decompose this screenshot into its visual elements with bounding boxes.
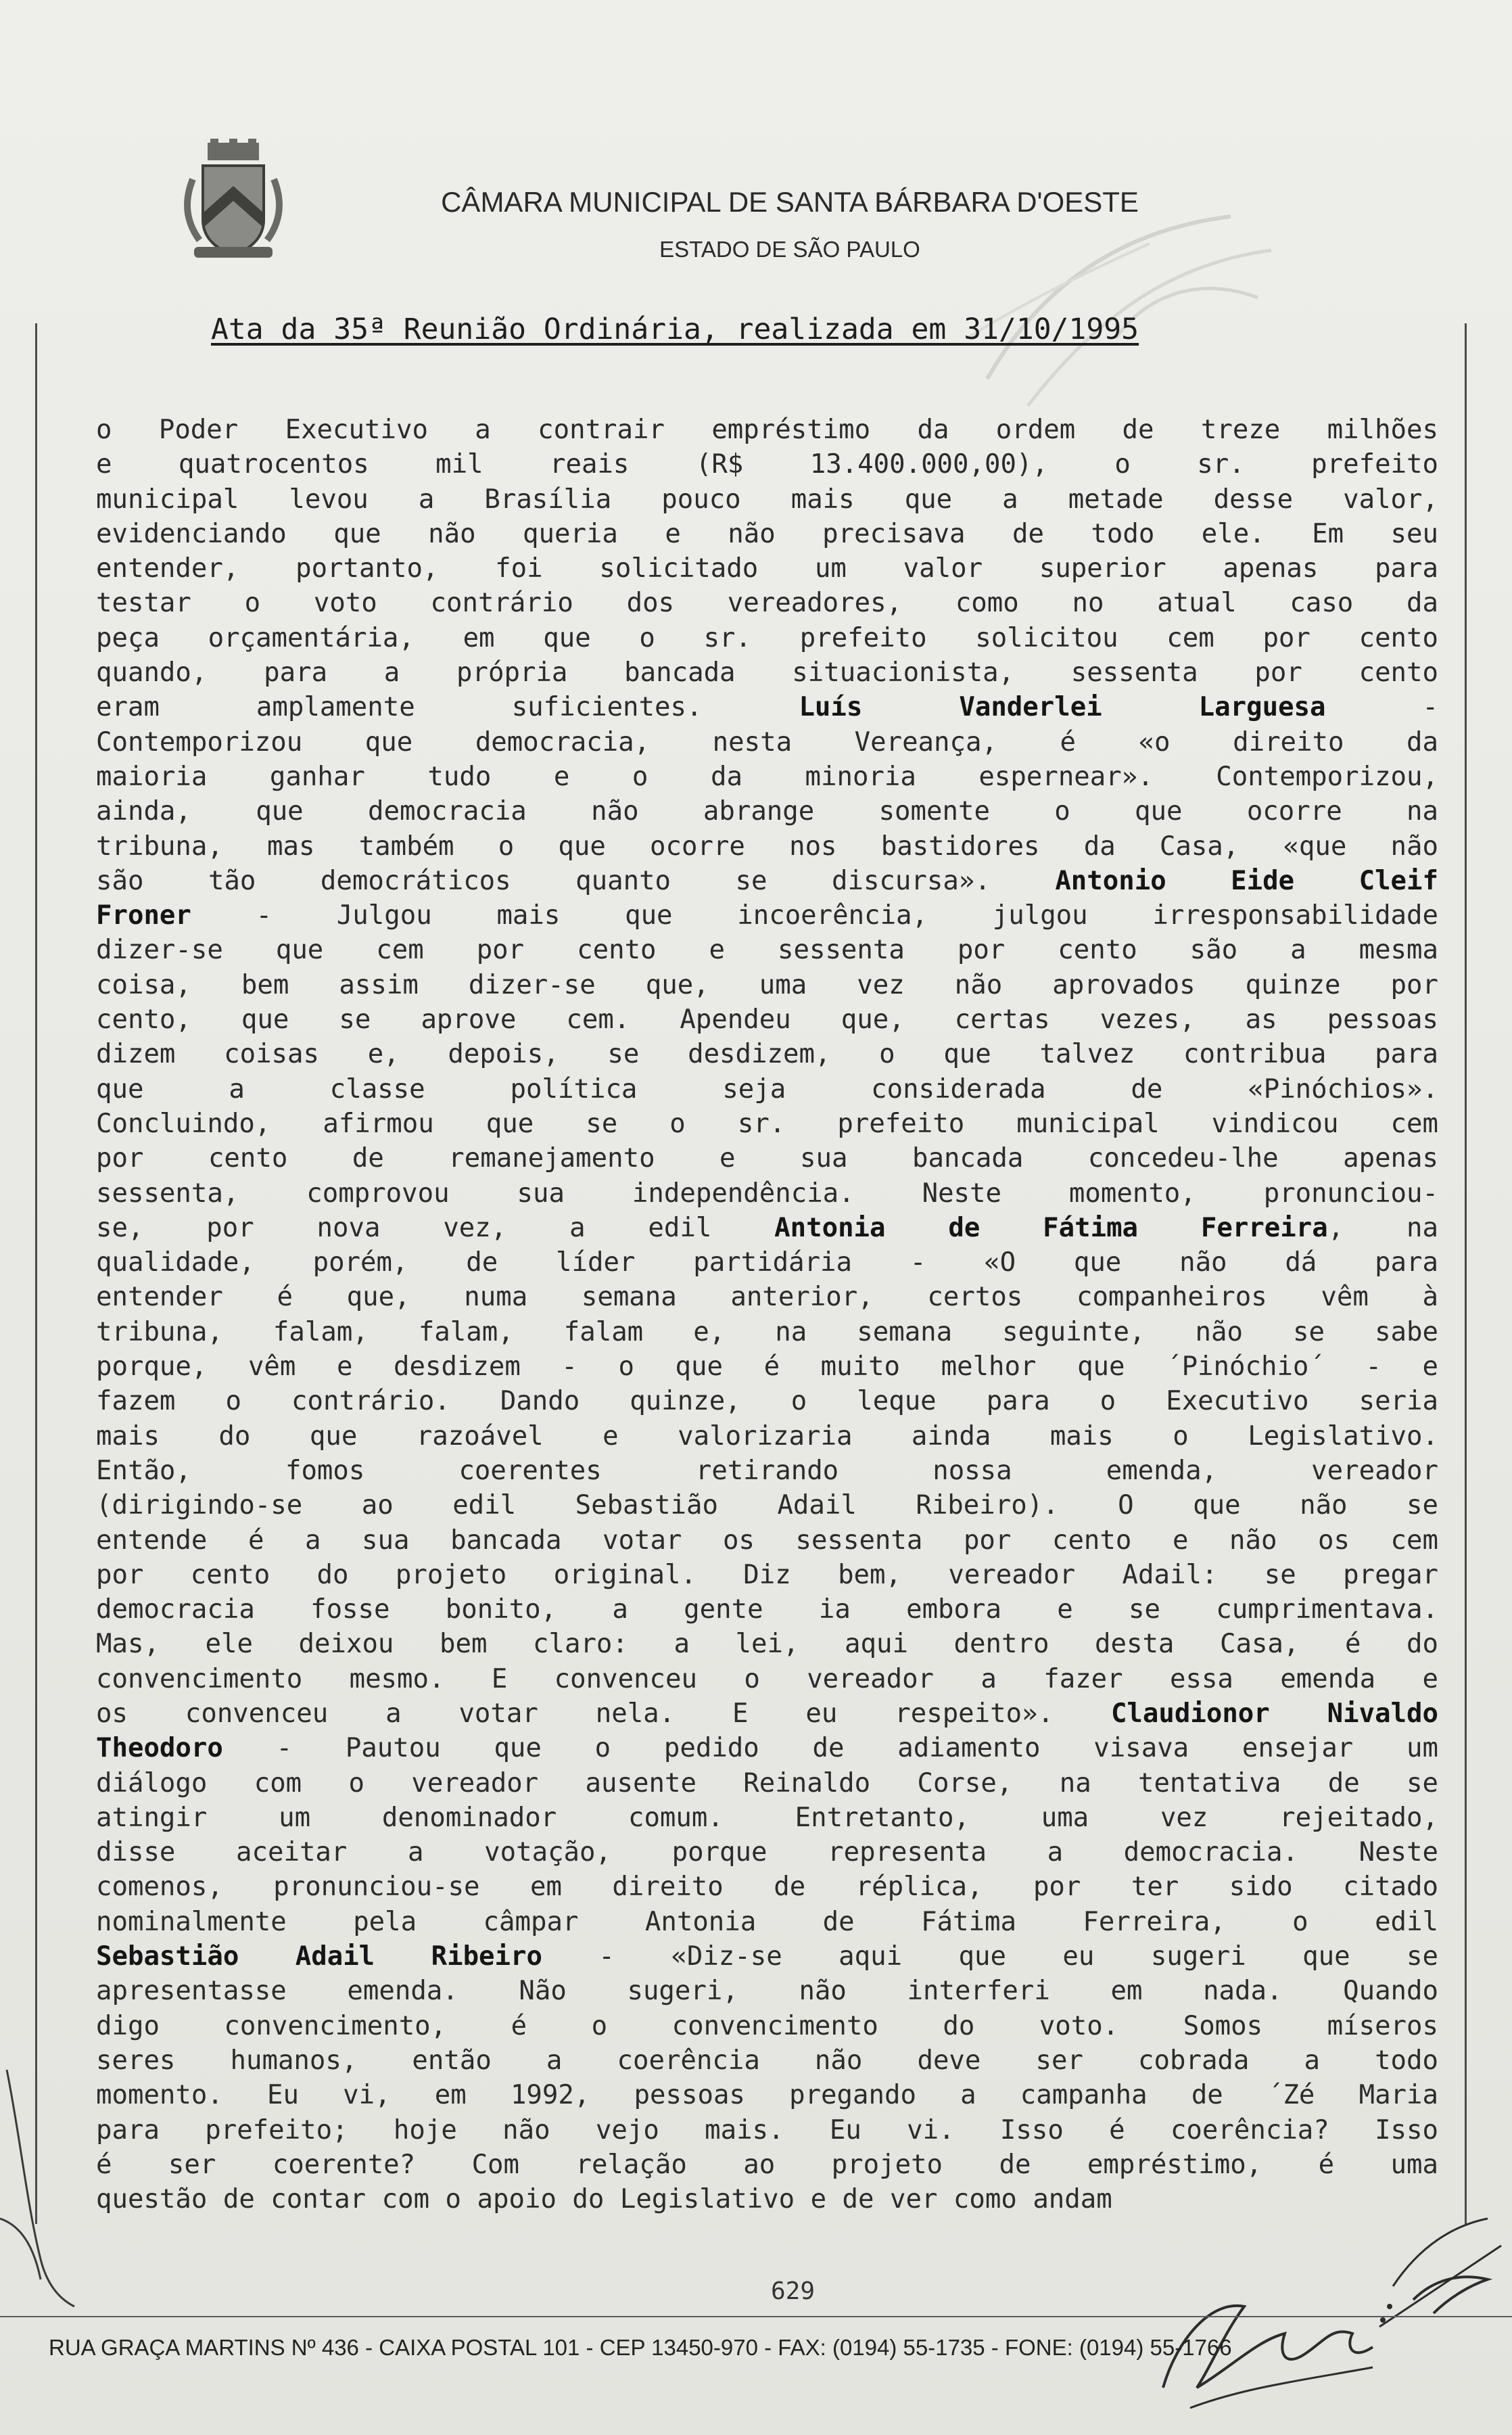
text-run: tribuna, mas também o que ocorre nos bastidores da Casa, «que não — [96, 831, 1438, 862]
text-line — [96, 1245, 1438, 1280]
text-run: apresentasse emenda. Não sugeri, não interferi em nada. Quando — [96, 1976, 1438, 2007]
text-line — [96, 725, 1438, 760]
text-line — [96, 933, 1438, 967]
speaker-name: Claudionor Nivaldo — [1110, 1698, 1439, 1729]
page-number: 629 — [771, 2277, 816, 2305]
text-run: que a classe política seja considerada de «Pinóchios». — [96, 1073, 1438, 1105]
text-run: - Julgou mais que incoerência, julgou irresponsabilidade — [191, 900, 1438, 931]
text-run: e quatrocentos mil reais (R$ 13.400.000,00), o sr. prefeito — [96, 449, 1438, 480]
document-title: Ata da 35ª Reunião Ordinária, realizada em 31/10/1995 — [211, 312, 1139, 346]
text-line — [96, 1523, 1438, 1558]
text-line — [96, 829, 1438, 864]
text-line — [96, 447, 1438, 482]
text-run: testar o voto contrário dos vereadores, como no atual caso da — [96, 588, 1438, 619]
text-run: fazem o contrário. Dando quinze, o leque para o Executivo seria — [96, 1386, 1438, 1417]
text-run: - «Diz-se aqui que eu sugeri que se — [542, 1941, 1439, 1972]
handwritten-signature — [1150, 2164, 1512, 2435]
organization-state: ESTADO DE SÃO PAULO — [659, 237, 920, 262]
text-line — [96, 864, 1438, 898]
text-line — [96, 1141, 1438, 1176]
text-line — [96, 1766, 1438, 1801]
organization-name: CÂMARA MUNICIPAL DE SANTA BÁRBARA D'OESTE — [441, 186, 1139, 218]
text-line — [96, 2113, 1438, 2148]
text-line — [96, 898, 1438, 933]
text-run: democracia fosse bonito, a gente ia embora e se cumprimentava. — [96, 1594, 1438, 1625]
text-run: é ser coerente? Com relação ao projeto de empréstimo, é uma — [96, 2149, 1438, 2180]
text-run: - — [1325, 692, 1438, 723]
text-run: coisa, bem assim dizer-se que, uma vez não aprovados quinze por — [96, 969, 1438, 1000]
text-run: mais do que razoável e valorizaria ainda mais o Legislativo. — [96, 1420, 1438, 1452]
text-line — [96, 794, 1438, 829]
text-line — [96, 1488, 1438, 1523]
text-run: municipal levou a Brasília pouco mais que a metade desse valor, — [96, 484, 1438, 515]
text-run: os convenceu a votar nela. E eu respeito». — [96, 1698, 1111, 1729]
text-line — [96, 1419, 1438, 1454]
text-line — [96, 1627, 1438, 1661]
text-run: seres humanos, então a coerência não deve ser cobrada a todo — [96, 2045, 1438, 2076]
text-run: para prefeito; hoje não vejo mais. Eu vi. Isso é coerência? Isso — [96, 2114, 1438, 2146]
text-run: por cento do projeto original. Diz bem, vereador Adail: se pregar — [96, 1559, 1438, 1590]
text-line — [96, 1384, 1438, 1418]
text-line — [96, 1315, 1438, 1349]
text-line — [96, 1002, 1438, 1037]
text-line — [96, 760, 1438, 794]
text-run: tribuna, falam, falam, falam e, na semana seguinte, não se sabe — [96, 1316, 1438, 1347]
text-line — [96, 1558, 1438, 1592]
text-run: entender, portanto, foi solicitado um valor superior apenas para — [96, 553, 1438, 584]
text-run: por cento de remanejamento e sua bancada concedeu-lhe apenas — [96, 1143, 1438, 1174]
text-run: o Poder Executivo a contrair empréstimo da ordem de treze milhões — [96, 415, 1438, 445]
text-run: - Pautou que o pedido de adiamento visava ensejar um — [222, 1733, 1438, 1764]
text-run: quando, para a própria bancada situacionista, sessenta por cento — [96, 657, 1438, 689]
text-run: , na — [1327, 1212, 1438, 1243]
text-run: atingir um denominador comum. Entretanto, uma vez rejeitado, — [96, 1802, 1438, 1833]
text-run: são tão democráticos quanto se discursa». — [96, 865, 1056, 896]
text-run: cento, que se aprove cem. Apendeu que, certas vezes, as pessoas — [96, 1004, 1438, 1036]
text-line — [96, 586, 1438, 620]
text-run: Concluindo, afirmou que se o sr. prefeito municipal vindicou cem — [96, 1108, 1438, 1139]
footer-rule — [0, 2316, 1512, 2317]
text-run: Então, fomos coerentes retirando nossa emenda, vereador — [96, 1455, 1438, 1486]
text-line — [96, 2009, 1438, 2043]
text-line — [96, 517, 1438, 551]
speaker-name: Luís Vanderlei Larguesa — [799, 692, 1326, 723]
handwritten-margin-mark — [0, 2056, 81, 2313]
text-run: (dirigindo-se ao edil Sebastião Adail Ribeiro). O que não se — [96, 1490, 1438, 1521]
speaker-name: Sebastião Adail Ribeiro — [96, 1941, 542, 1972]
text-run: maioria ganhar tudo e o da minoria espernear». Contemporizou, — [96, 761, 1438, 792]
speaker-name: Antonio Eide Cleif — [1055, 865, 1438, 896]
text-run: questão de contar com o apoio do Legislativo e de ver como andam — [96, 2184, 1112, 2215]
text-run: sessenta, comprovou sua independência. Neste momento, pronunciou- — [96, 1178, 1438, 1209]
text-run: dizer-se que cem por cento e sessenta por cento são a mesma — [96, 935, 1438, 966]
text-line — [96, 1211, 1438, 1245]
text-line — [96, 1905, 1438, 1939]
text-run: comenos, pronunciou-se em direito de réplica, por ter sido citado — [96, 1872, 1438, 1903]
text-run: evidenciando que não queria e não precisava de todo ele. Em seu — [96, 518, 1438, 549]
text-line — [96, 1801, 1438, 1835]
text-line — [96, 1974, 1438, 2008]
text-line — [96, 655, 1438, 690]
text-run: Mas, ele deixou bem claro: a lei, aqui dentro desta Casa, é do — [96, 1629, 1438, 1660]
text-run: dizem coisas e, depois, se desdizem, o que talvez contribua para — [96, 1039, 1438, 1070]
text-line — [96, 1731, 1438, 1765]
text-line — [96, 1349, 1438, 1384]
text-line — [96, 1696, 1438, 1731]
text-run: diálogo com o vereador ausente Reinaldo Corse, na tentativa de se — [96, 1767, 1438, 1799]
text-run: ainda, que democracia não abrange somente o que ocorre na — [96, 796, 1438, 827]
text-run: qualidade, porém, de líder partidária - «O que não dá para — [96, 1247, 1438, 1278]
text-line — [96, 1280, 1438, 1314]
text-line — [96, 1176, 1438, 1211]
text-run: digo convencimento, é o convencimento do voto. Somos míseros — [96, 2010, 1438, 2041]
text-line — [96, 1107, 1438, 1141]
text-run: entende é a sua bancada votar os sessenta por cento e não os cem — [96, 1525, 1438, 1556]
text-line — [96, 1072, 1438, 1107]
text-line — [96, 413, 1438, 447]
text-run: Contemporizou que democracia, nesta Vereança, é «o direito da — [96, 726, 1438, 758]
text-line — [96, 690, 1438, 724]
text-line — [96, 1037, 1438, 1071]
minutes-body-text — [96, 413, 1438, 2217]
text-line — [96, 1592, 1438, 1627]
text-line — [96, 1870, 1438, 1904]
footer-address: RUA GRAÇA MARTINS Nº 436 - CAIXA POSTAL 101 - CEP 13450-970 - FAX: (0194) 55-1735 - FONE: (0194) 55-1766 — [49, 2335, 1232, 2360]
right-margin-rule — [1465, 323, 1467, 2224]
text-line — [96, 1939, 1438, 1974]
text-run: eram amplamente suficientes. — [96, 692, 799, 723]
text-run: nominalmente pela câmpar Antonia de Fátima Ferreira, o edil — [96, 1906, 1438, 1937]
text-line — [96, 2043, 1438, 2078]
text-line — [96, 1454, 1438, 1488]
text-run: se, por nova vez, a edil — [96, 1212, 775, 1243]
text-run: convencimento mesmo. E convenceu o vereador a fazer essa emenda e — [96, 1663, 1438, 1694]
text-line — [96, 551, 1438, 586]
text-run: momento. Eu vi, em 1992, pessoas pregando a campanha de ´Zé Maria — [96, 2080, 1438, 2111]
text-line — [96, 1662, 1438, 1696]
speaker-name: Froner — [96, 900, 191, 931]
text-run: disse aceitar a votação, porque representa a democracia. Neste — [96, 1837, 1438, 1868]
text-line — [96, 621, 1438, 655]
text-line — [96, 968, 1438, 1002]
left-margin-rule — [35, 323, 37, 2224]
text-line — [96, 1835, 1438, 1870]
speaker-name: Antonia de Fátima Ferreira — [774, 1212, 1328, 1243]
text-line — [96, 2078, 1438, 2112]
speaker-name: Theodoro — [96, 1733, 223, 1764]
text-line — [96, 482, 1438, 517]
text-run: peça orçamentária, em que o sr. prefeito solicitou cem por cento — [96, 622, 1438, 653]
text-run: entender é que, numa semana anterior, certos companheiros vêm à — [96, 1282, 1438, 1313]
text-run: porque, vêm e desdizem - o que é muito melhor que ´Pinóchio´ - e — [96, 1351, 1438, 1383]
